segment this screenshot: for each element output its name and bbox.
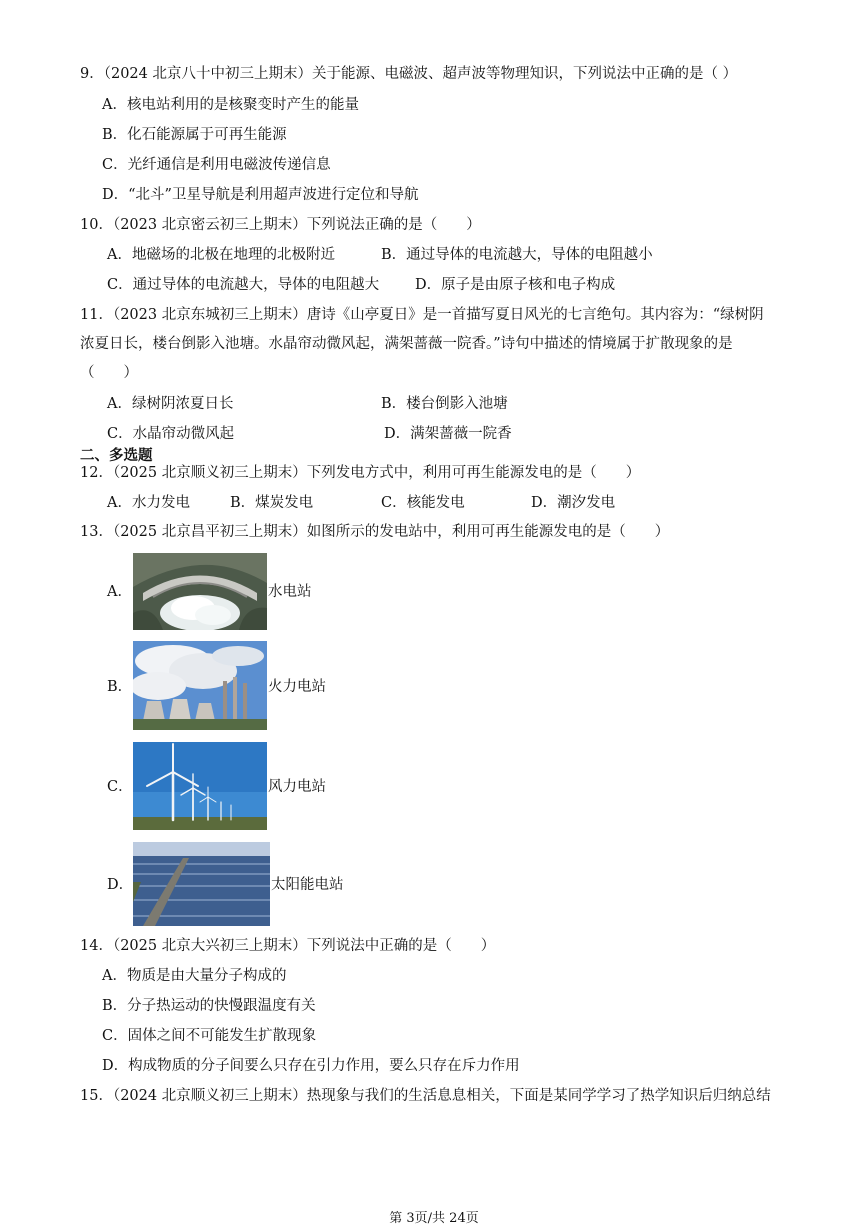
hydropower-photo [133, 553, 267, 630]
page-number: 第 3页/共 24页 [389, 1211, 479, 1226]
q11-stem-line1: 11．（2023 北京东城初三上期末）唐诗《山亭夏日》是一首描写夏日风光的七言绝句。其内容为：“绿树阴 [80, 307, 764, 323]
q10-option-b: B．通过导体的电流越大，导体的电阻越小 [381, 247, 653, 263]
q13-option-b-letter: B． [107, 679, 133, 695]
q12-stem: 12．（2025 北京顺义初三上期末）下列发电方式中，利用可再生能源发电的是（ ） [80, 465, 641, 481]
q13-option-d-letter: D． [107, 877, 134, 893]
q12-option-d: D．潮汐发电 [531, 495, 616, 511]
q12-option-a: A．水力发电 [107, 495, 190, 511]
q11-option-c: C．水晶帘动微风起 [107, 426, 235, 442]
q14-stem: 14．（2025 北京大兴初三上期末）下列说法中正确的是（ ） [80, 938, 496, 954]
q14-option-b: B．分子热运动的快慢跟温度有关 [102, 998, 316, 1014]
q13-option-d-caption: 太阳能电站 [271, 877, 344, 893]
q13-option-a-caption: 水电站 [268, 584, 312, 600]
q11-option-b: B．楼台倒影入池塘 [381, 396, 508, 412]
q10-option-d: D．原子是由原子核和电子构成 [415, 277, 616, 293]
q13-option-a-letter: A． [107, 584, 132, 600]
q11-stem-line2: 浓夏日长，楼台倒影入池塘。水晶帘动微风起，满架蔷薇一院香。”诗句中描述的情境属于扩散现象的是 [80, 336, 733, 352]
q13-stem: 13．（2025 北京昌平初三上期末）如图所示的发电站中，利用可再生能源发电的是（ ） [80, 524, 670, 540]
q14-option-a: A．物质是由大量分子构成的 [102, 968, 287, 984]
q10-stem: 10．（2023 北京密云初三上期末）下列说法正确的是（ ） [80, 217, 481, 233]
q10-option-a: A．地磁场的北极在地理的北极附近 [107, 247, 335, 263]
q11-option-a: A．绿树阴浓夏日长 [107, 396, 234, 412]
thermal-power-photo [133, 641, 267, 730]
q14-option-d: D．构成物质的分子间要么只存在引力作用，要么只存在斥力作用 [102, 1058, 520, 1074]
q9-option-c: C．光纤通信是利用电磁波传递信息 [102, 157, 331, 173]
q13-option-c-caption: 风力电站 [268, 779, 326, 795]
q9-option-d: D．“北斗”卫星导航是利用超声波进行定位和导航 [102, 187, 419, 203]
q12-option-c: C．核能发电 [381, 495, 465, 511]
section-heading: 二、多选题 [80, 448, 153, 464]
q12-option-b: B．煤炭发电 [230, 495, 314, 511]
q9-stem: 9．（2024 北京八十中初三上期末）关于能源、电磁波、超声波等物理知识，下列说法中正确的是（ ） [80, 66, 738, 82]
q14-option-c: C．固体之间不可能发生扩散现象 [102, 1028, 317, 1044]
q11-option-d: D．满架蔷薇一院香 [384, 426, 512, 442]
q11-stem-line3: （ ） [80, 365, 138, 381]
q13-option-b-caption: 火力电站 [268, 679, 326, 695]
wind-power-photo [133, 742, 267, 830]
q9-option-a: A．核电站利用的是核聚变时产生的能量 [102, 97, 359, 113]
q15-stem: 15．（2024 北京顺义初三上期末）热现象与我们的生活息息相关，下面是某同学学习了热学知识后归纳总结 [80, 1088, 771, 1104]
solar-power-photo [133, 842, 270, 926]
q10-option-c: C．通过导体的电流越大，导体的电阻越大 [107, 277, 380, 293]
q13-option-c-letter: C． [107, 779, 133, 795]
q9-option-b: B．化石能源属于可再生能源 [102, 127, 287, 143]
